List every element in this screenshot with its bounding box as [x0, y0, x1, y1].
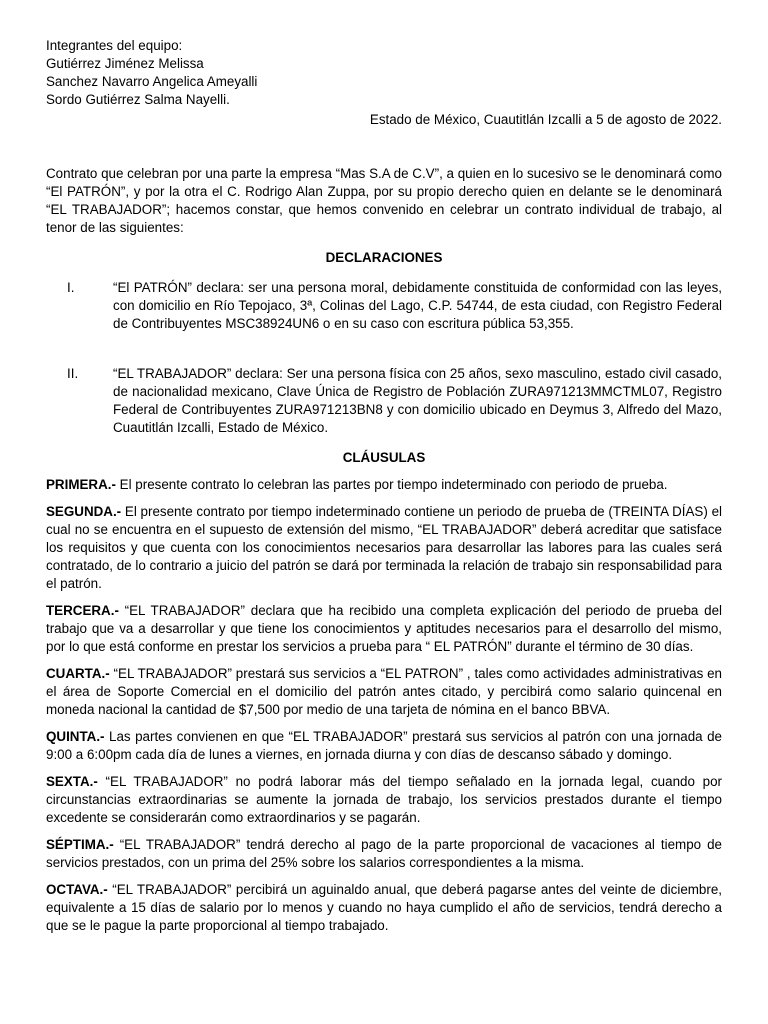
- clause-octava: [46, 881, 722, 935]
- clause-label: QUINTA.-: [46, 729, 105, 744]
- declaration-number: II.: [67, 366, 79, 381]
- clause-septima: [46, 836, 722, 872]
- contract-document: [46, 37, 722, 935]
- clause-label: CUARTA.-: [46, 666, 110, 681]
- clause-label: SEGUNDA.-: [46, 504, 122, 519]
- place-date: Estado de México, Cuautitlán Izcalli a 5 de agosto de 2022.: [369, 112, 722, 127]
- clause-label: SEXTA.-: [46, 774, 98, 789]
- clause-text: “EL TRABAJADOR” tendrá derecho al pago de la parte proporcional de vacaciones al tiempo de servicios prestados, con un prima del 25% sobre los salarios correspondientes a la misma.: [46, 837, 722, 870]
- declaration-item: [46, 365, 722, 437]
- member-name: Sanchez Navarro Angelica Ameyalli: [46, 74, 258, 89]
- clause-label: SÉPTIMA.-: [46, 837, 114, 852]
- clauses-title: CLÁUSULAS: [342, 450, 426, 465]
- member-name: Sordo Gutiérrez Salma Nayelli.: [46, 92, 230, 107]
- declarations-title: DECLARACIONES: [325, 250, 443, 265]
- clause-primera: [46, 476, 722, 494]
- clause-text: Las partes convienen en que “EL TRABAJADOR” prestará sus servicios al patrón con una jornada de 9:00 a 6:00pm cada día de lunes a viernes, en jornada diurna y con días de descanso sábado y domingo.: [46, 729, 722, 762]
- clause-tercera: [46, 602, 722, 656]
- clause-text: “EL TRABAJADOR” prestará sus servicios a “EL PATRON” , tales como actividades administrativas en el área de Soporte Comercial en el domicilio del patrón antes citado, y percibirá como salario quincenal en moneda nacional la cantidad de $7,500 por medio de una tarjeta de nómina en el banco BBVA.: [46, 666, 722, 717]
- clause-text: El presente contrato por tiempo indeterminado contiene un periodo de prueba de (TREINTA DÍAS) el cual no se encuentra en el supuesto de extensión del mismo, “EL TRABAJADOR” deberá acreditar que satisface los requisitos y que cuenta con los conocimientos necesarios para desarrollar las labores para las cuales será contratado, de lo contrario a juicio del patrón se dará por terminada la relación de trabajo sin responsabilidad para el patrón.: [46, 504, 722, 591]
- clause-cuarta: [46, 665, 722, 719]
- clause-text: “EL TRABAJADOR” no podrá laborar más del tiempo señalado en la jornada legal, cuando por circunstancias extraordinarias se aumente la jornada de trabajo, los servicios prestados durante el tiempo excedente se considerarán como extraordinarios y se pagarán.: [46, 774, 722, 825]
- clause-text: “EL TRABAJADOR” declara que ha recibido una completa explicación del periodo de prueba del trabajo que va a desarrollar y que tiene los conocimientos y aptitudes necesarios para el desarrollo del mismo, por lo que está conforme en prestar los servicios a prueba para “ EL PATRÓN” durante el término de 30 días.: [46, 603, 722, 654]
- declaration-item: [46, 279, 722, 333]
- clause-text: El presente contrato lo celebran las partes por tiempo indeterminado con periodo de prueba.: [115, 477, 668, 492]
- clause-segunda: [46, 503, 722, 593]
- declaration-text: “EL TRABAJADOR” declara: Ser una persona física con 25 años, sexo masculino, estado civil casado, de nacionalidad mexicano, Clave Única de Registro de Población ZURA971213MMCTML07, Registro Federal de Contribuyentes ZURA971213BN8 y con domicilio ubicado en Deymus 3, Alfredo del Mazo, Cuautitlán Izcalli, Estado de México.: [113, 366, 722, 435]
- clause-quinta: [46, 728, 722, 764]
- clause-label: TERCERA.-: [46, 603, 119, 618]
- member-name: Gutiérrez Jiménez Melissa: [46, 56, 204, 71]
- declaration-text: “El PATRÓN” declara: ser una persona moral, debidamente constituida de conformidad con las leyes, con domicilio en Río Tepojaco, 3ª, Colinas del Lago, C.P. 54744, de esta ciudad, con Registro Federal de Contribuyentes MSC38924UN6 o en su caso con escritura pública 53,355.: [113, 280, 722, 331]
- members-title: Integrantes del equipo:: [46, 38, 183, 53]
- contract-intro: Contrato que celebran por una parte la empresa “Mas S.A de C.V”, a quien en lo sucesivo se le denominará como “El PATRÓN”, y por la otra el C. Rodrigo Alan Zuppa, por su propio derecho quien en delante se le denominará “EL TRABAJADOR”; hacemos constar, que hemos convenido en celebrar un contrato individual de trabajo, al tenor de las siguientes:: [46, 166, 722, 235]
- clause-label: PRIMERA.-: [46, 477, 116, 492]
- declaration-number: I.: [67, 280, 75, 295]
- team-members: [46, 37, 722, 109]
- clause-label: OCTAVA.-: [46, 882, 108, 897]
- clause-text: “EL TRABAJADOR” percibirá un aguinaldo anual, que deberá pagarse antes del veinte de diciembre, equivalente a 15 días de salario por lo menos y cuando no haya cumplido el año de servicios, tendrá derecho a que se le pague la parte proporcional al tiempo trabajado.: [46, 882, 722, 933]
- clause-sexta: [46, 773, 722, 827]
